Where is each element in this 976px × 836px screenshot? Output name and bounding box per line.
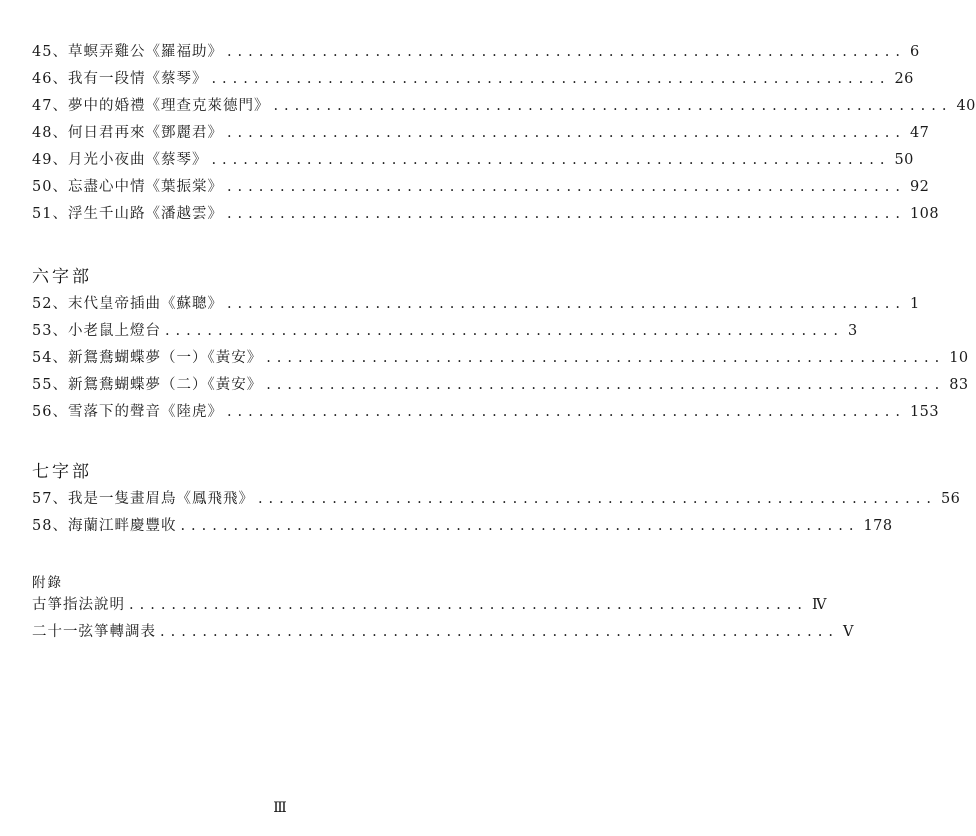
- entry-title: 46、我有一段情《蔡琴》: [32, 71, 208, 87]
- entry-page-number: 178: [863, 518, 893, 534]
- entry-page-number: Ⅴ: [842, 624, 854, 640]
- dot-leader: ................................................................: [257, 491, 937, 507]
- entry-page-number: 3: [847, 323, 858, 339]
- appendix-heading: 附錄: [32, 575, 63, 591]
- toc-entry[interactable]: [32, 620, 854, 647]
- page-number: Ⅲ: [273, 800, 287, 816]
- entry-title: 58、海蘭江畔慶豐收: [32, 518, 177, 534]
- entry-page-number: 1: [909, 296, 920, 312]
- dot-leader: ................................................................: [226, 44, 906, 60]
- entry-title: 55、新鴛鴦蝴蝶夢（二）《黃安》: [32, 377, 263, 393]
- entry-page-number: 56: [940, 491, 961, 507]
- dot-leader: ................................................................: [164, 323, 844, 339]
- dot-leader: ................................................................: [266, 350, 946, 366]
- toc-entry[interactable]: [32, 94, 976, 121]
- dot-leader: ................................................................: [273, 98, 953, 114]
- entry-page-number: 153: [909, 404, 940, 420]
- entry-page-number: 26: [894, 71, 914, 87]
- entry-page-number: 83: [949, 377, 969, 393]
- dot-leader: ................................................................: [180, 518, 860, 534]
- entry-title: 54、新鴛鴦蝴蝶夢（一）《黃安》: [32, 350, 263, 366]
- toc-entry[interactable]: [32, 175, 930, 202]
- dot-leader: ................................................................: [226, 296, 906, 312]
- toc-section-seven-char: [32, 487, 961, 541]
- toc-entry[interactable]: [32, 202, 940, 229]
- toc-entry[interactable]: [32, 67, 914, 94]
- entry-title: 57、我是一隻畫眉鳥《鳳飛飛》: [32, 491, 254, 507]
- toc-section-appendix: [32, 593, 854, 647]
- entry-page-number: 40: [956, 98, 976, 114]
- toc-entry[interactable]: [32, 121, 930, 148]
- toc-entry[interactable]: [32, 319, 858, 346]
- entry-page-number: 50: [894, 152, 914, 168]
- section-heading-seven-char: 七字部: [32, 462, 92, 482]
- dot-leader: ................................................................: [211, 71, 891, 87]
- entry-page-number: 47: [909, 125, 930, 141]
- entry-title: 二十一弦箏轉調表: [32, 624, 156, 640]
- entry-page-number: 10: [949, 350, 969, 366]
- dot-leader: ................................................................: [160, 624, 839, 640]
- entry-title: 52、末代皇帝插曲《蘇聰》: [32, 296, 223, 312]
- entry-page-number: 108: [909, 206, 940, 222]
- entry-title: 49、月光小夜曲《蔡琴》: [32, 152, 208, 168]
- toc-entry[interactable]: [32, 593, 827, 620]
- dot-leader: ................................................................: [226, 206, 906, 222]
- toc-entry[interactable]: [32, 346, 969, 373]
- entry-title: 古箏指法說明: [32, 597, 125, 613]
- entry-page-number: Ⅳ: [811, 597, 827, 613]
- dot-leader: ................................................................: [129, 597, 808, 613]
- entry-page-number: 92: [909, 179, 930, 195]
- toc-entry[interactable]: [32, 40, 920, 67]
- entry-title: 51、浮生千山路《潘越雲》: [32, 206, 223, 222]
- entry-title: 50、忘盡心中情《葉振棠》: [32, 179, 223, 195]
- toc-entry[interactable]: [32, 373, 969, 400]
- toc-entry[interactable]: [32, 487, 961, 514]
- toc-entry[interactable]: [32, 148, 914, 175]
- dot-leader: ................................................................: [226, 125, 906, 141]
- entry-title: 48、何日君再來《鄧麗君》: [32, 125, 223, 141]
- entry-title: 45、草螟弄雞公《羅福助》: [32, 44, 223, 60]
- entry-title: 53、小老鼠上燈台: [32, 323, 161, 339]
- toc-entry[interactable]: [32, 400, 940, 427]
- dot-leader: ................................................................: [266, 377, 946, 393]
- entry-page-number: 6: [909, 44, 920, 60]
- toc-section-six-char: [32, 292, 969, 427]
- dot-leader: ................................................................: [226, 179, 906, 195]
- toc-section-five-char: [32, 40, 976, 229]
- section-heading-six-char: 六字部: [32, 267, 92, 287]
- dot-leader: ................................................................: [211, 152, 891, 168]
- toc-entry[interactable]: [32, 292, 920, 319]
- dot-leader: ................................................................: [226, 404, 906, 420]
- entry-title: 47、夢中的婚禮《理查克萊德門》: [32, 98, 270, 114]
- entry-title: 56、雪落下的聲音《陸虎》: [32, 404, 223, 420]
- toc-entry[interactable]: [32, 514, 893, 541]
